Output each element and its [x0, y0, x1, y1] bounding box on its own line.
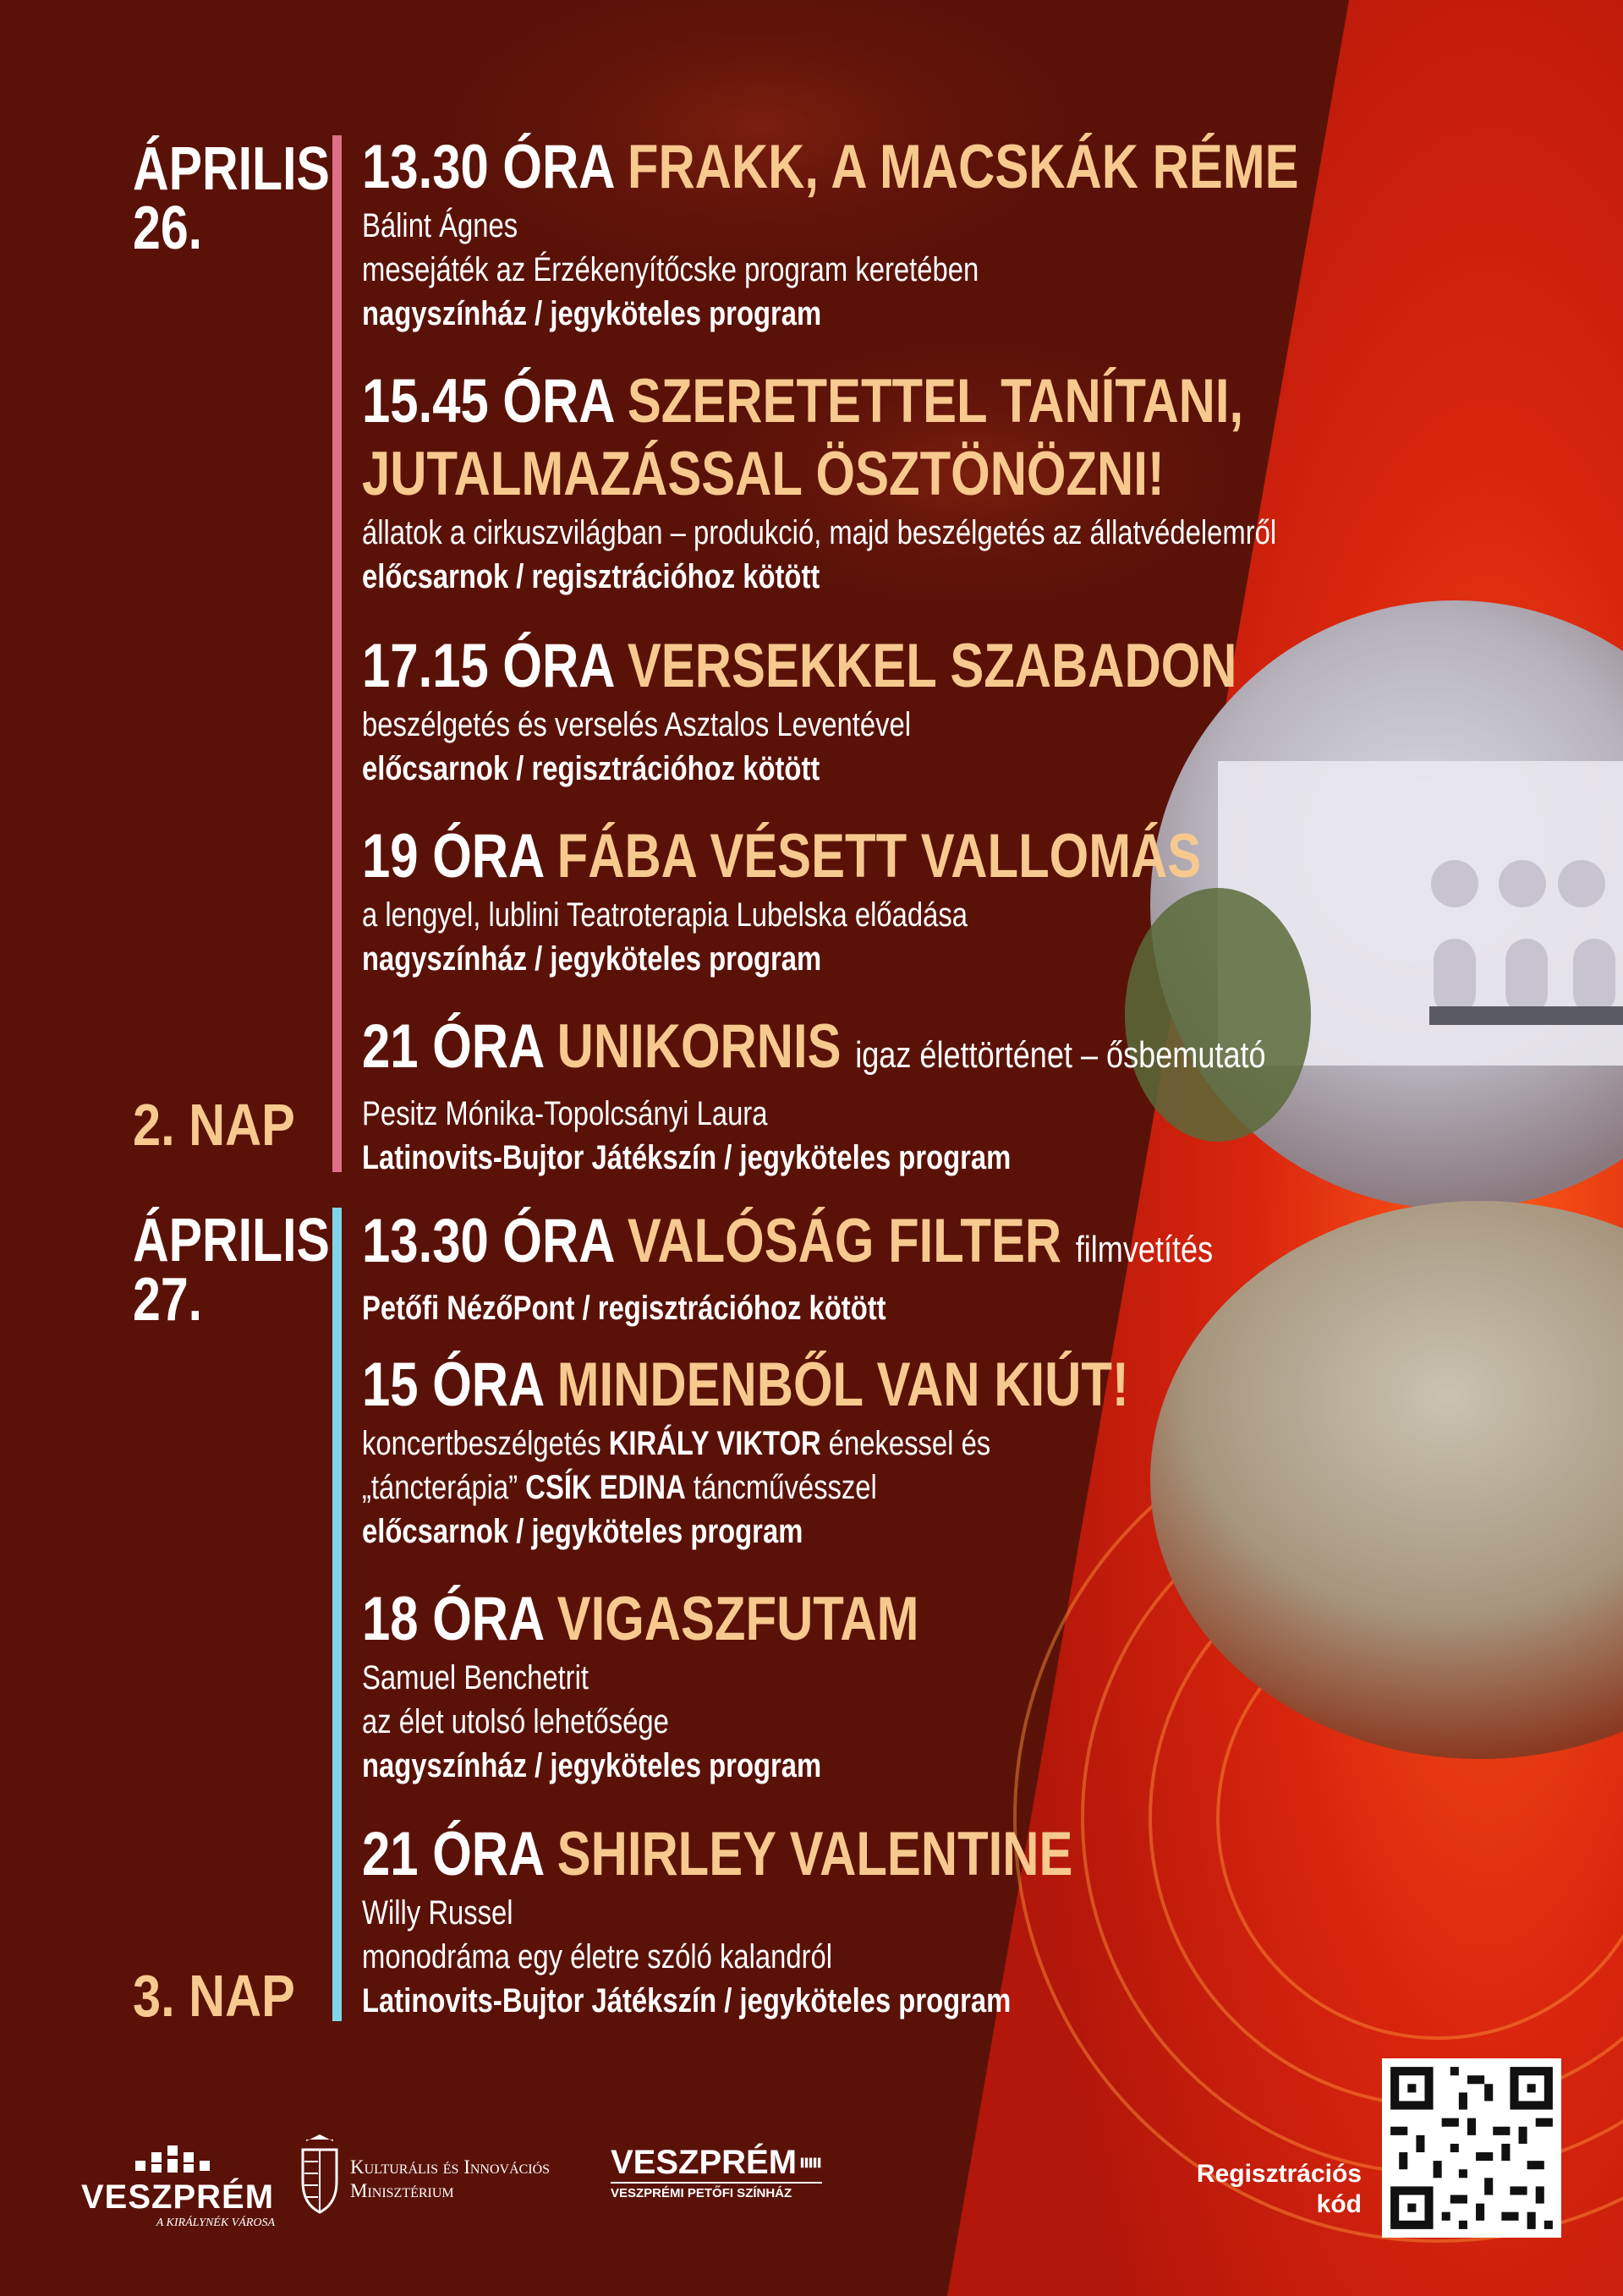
day-1-bar — [332, 135, 342, 1172]
event-d2-4 — [362, 1818, 1229, 2023]
event-venue: előcsarnok / regisztrációhoz kötött — [362, 750, 820, 787]
event-venue: nagyszínház / jegyköteles program — [362, 295, 822, 332]
event-venue: Petőfi NézőPont / regisztrációhoz kötött — [362, 1290, 886, 1327]
event-time: 21 ÓRA — [362, 1820, 544, 1888]
coat-of-arms-icon — [298, 2131, 342, 2216]
event-time: 19 ÓRA — [362, 822, 544, 890]
event-time: 15 ÓRA — [362, 1351, 544, 1419]
event-title-cont — [362, 438, 1276, 511]
event-venue: nagyszínház / jegyköteles program — [362, 940, 822, 978]
event-title — [362, 820, 1201, 893]
event-name: FRAKK, A MACSKÁK RÉME — [627, 133, 1299, 201]
event-time: 13.30 ÓRA — [362, 1207, 614, 1275]
ministry-name-1: Kulturális és Innovációs — [350, 2156, 551, 2178]
event-line — [362, 1422, 1129, 1466]
event-name: VALÓSÁG FILTER — [627, 1207, 1062, 1275]
event-line-performer: CSÍK EDINA — [525, 1469, 686, 1506]
event-name: SZERETETTEL TANÍTANI, — [627, 367, 1244, 436]
event-time: 13.30 ÓRA — [362, 133, 614, 201]
event-d2-1 — [362, 1205, 1400, 1330]
event-venue: nagyszínház / jegyköteles program — [362, 1747, 822, 1784]
event-time: 17.15 ÓRA — [362, 632, 614, 700]
event-d1-1 — [362, 131, 1505, 336]
day-2-label: 3. NAP — [133, 1963, 295, 2029]
event-line: monodráma egy életre szóló kalandról — [362, 1938, 833, 1975]
event-venue: előcsarnok / regisztrációhoz kötött — [362, 558, 820, 595]
crown-icon — [131, 2144, 224, 2174]
theatre-logo — [611, 2144, 822, 2200]
registration-label-2: kód — [1316, 2190, 1362, 2218]
event-title — [362, 365, 1276, 438]
event-d1-2 — [362, 365, 1477, 599]
event-subtitle: igaz élettörténet – ősbemutató — [855, 1034, 1266, 1076]
day-2-month: ÁPRILIS — [133, 1207, 330, 1274]
registration-label — [1167, 2159, 1362, 2220]
event-line-text: koncertbeszélgetés — [362, 1425, 609, 1462]
event-time: 18 ÓRA — [362, 1585, 544, 1653]
event-title — [362, 1349, 1129, 1422]
event-line-text: táncművésszel — [685, 1469, 877, 1506]
veszprem-logo — [80, 2144, 275, 2230]
event-venue: előcsarnok / jegyköteles program — [362, 1513, 803, 1550]
event-line-text: énekessel és — [820, 1425, 991, 1462]
veszprem-name: VESZPRÉM — [80, 2178, 275, 2216]
event-d1-3 — [362, 630, 1429, 791]
day-2-date — [133, 1207, 330, 1334]
registration-label-1: Regisztrációs — [1196, 2160, 1362, 2188]
event-line: az élet utolsó lehetősége — [362, 1703, 669, 1740]
event-name: UNIKORNIS — [557, 1012, 842, 1081]
event-subtitle: filmvetítés — [1075, 1229, 1214, 1270]
event-time: 21 ÓRA — [362, 1012, 544, 1081]
ministry-logo — [298, 2131, 594, 2224]
event-name: FÁBA VÉSETT VALLOMÁS — [557, 822, 1202, 890]
event-time: 15.45 ÓRA — [362, 367, 614, 436]
event-title — [362, 1205, 1213, 1286]
columns-icon — [800, 2148, 822, 2177]
event-d1-5 — [362, 1011, 1464, 1180]
veszprem-tagline: A KIRÁLYNÉK VÁROSA — [156, 2217, 275, 2229]
event-d1-4 — [362, 820, 1385, 981]
event-line: Pesitz Mónika-Topolcsányi Laura — [362, 1095, 768, 1132]
event-line: a lengyel, lublini Teatroterapia Lubelska előadása — [362, 896, 968, 934]
day-1-daynum: 26. — [133, 195, 203, 262]
event-line — [362, 1466, 1129, 1510]
event-title — [362, 1011, 1266, 1092]
event-title — [362, 1818, 1072, 1891]
theatre-tagline: VESZPRÉMI PETŐFI SZÍNHÁZ — [611, 2182, 822, 2200]
event-title — [362, 1583, 919, 1656]
event-d2-3 — [362, 1583, 1041, 1788]
registration-qr-code[interactable] — [1382, 2058, 1561, 2238]
event-name: MINDENBŐL VAN KIÚT! — [557, 1351, 1129, 1419]
qr-code-icon — [1382, 2058, 1561, 2238]
event-venue: Latinovits-Bujtor Játékszín / jegyköteles program — [362, 1982, 1012, 2019]
day-2-daynum: 27. — [133, 1266, 203, 1334]
event-line-performer: KIRÁLY VIKTOR — [608, 1425, 821, 1462]
event-line: beszélgetés és verselés Asztalos Leventével — [362, 706, 912, 743]
event-d2-2 — [362, 1349, 1297, 1553]
event-name: VERSEKKEL SZABADON — [627, 632, 1237, 700]
day-1-label: 2. NAP — [133, 1092, 295, 1158]
day-2-bar — [332, 1208, 342, 2021]
event-line: mesejáték az Érzékenyítőcske program keretében — [362, 251, 979, 288]
day-1-date — [133, 135, 330, 262]
event-venue: Latinovits-Bujtor Játékszín / jegyköteles program — [362, 1139, 1012, 1176]
event-name: SHIRLEY VALENTINE — [557, 1820, 1073, 1888]
event-line: Bálint Ágnes — [362, 207, 518, 244]
ministry-name-2: Minisztérium — [350, 2180, 454, 2201]
theatre-name: VESZPRÉM — [611, 2144, 798, 2181]
event-title — [362, 131, 1299, 204]
event-line-text: „táncterápia” — [362, 1469, 526, 1506]
event-line: Willy Russel — [362, 1894, 513, 1932]
event-title — [362, 630, 1237, 703]
event-line: Samuel Benchetrit — [362, 1659, 589, 1696]
event-name-line2: JUTALMAZÁSSAL ÖSZTÖNÖZNI! — [362, 440, 1165, 508]
day-1-month: ÁPRILIS — [133, 135, 330, 203]
event-name: VIGASZFUTAM — [557, 1585, 919, 1653]
theatre-logo-row — [611, 2144, 822, 2182]
event-line: állatok a cirkuszvilágban – produkció, majd beszélgetés az állatvédelemről — [362, 514, 1277, 551]
